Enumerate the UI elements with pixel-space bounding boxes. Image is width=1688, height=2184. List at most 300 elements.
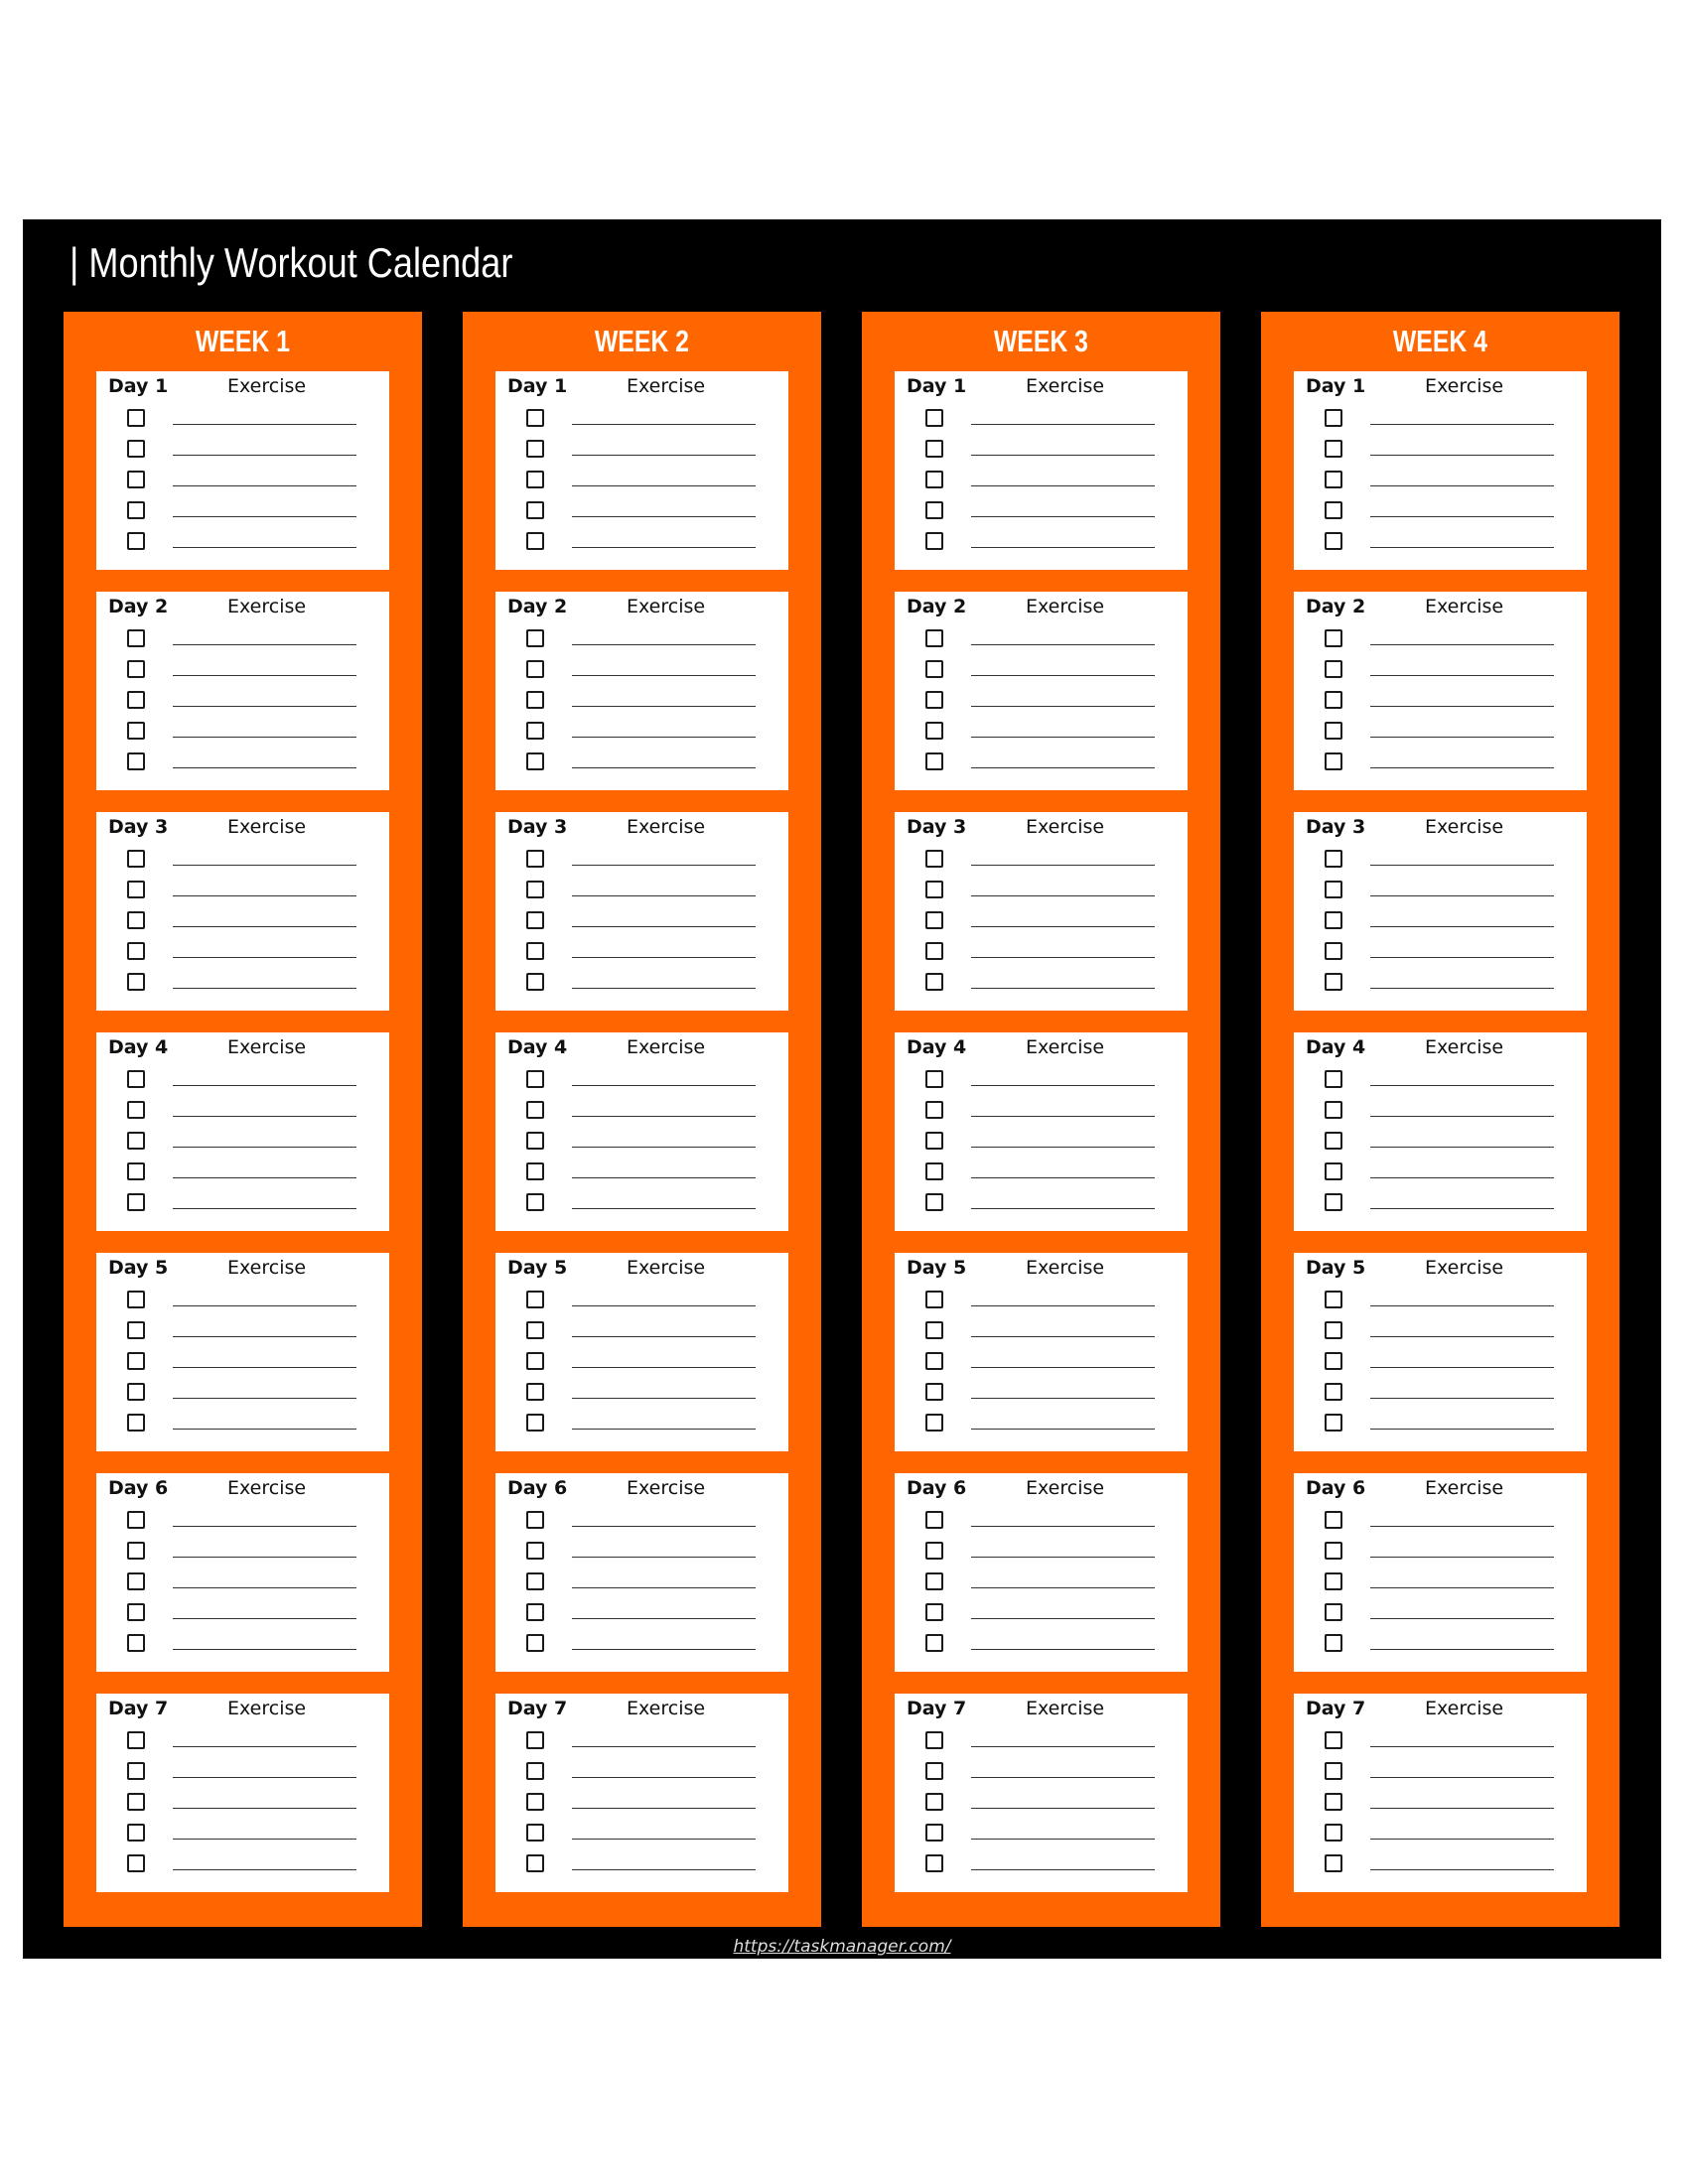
empty-checkbox-icon[interactable]: [1325, 722, 1342, 740]
empty-checkbox-icon[interactable]: [925, 1321, 943, 1339]
week-column-2: [463, 312, 821, 1927]
exercise-entry-line[interactable]: [971, 1429, 1155, 1430]
exercise-entry-line[interactable]: [971, 1336, 1155, 1337]
empty-checkbox-icon[interactable]: [925, 881, 943, 898]
day-card: [96, 592, 389, 790]
empty-checkbox-icon[interactable]: [1325, 1162, 1342, 1180]
empty-checkbox-icon[interactable]: [1325, 752, 1342, 770]
exercise-header: Exercise: [627, 1036, 706, 1058]
exercise-entry-line[interactable]: [971, 706, 1155, 707]
empty-checkbox-icon[interactable]: [127, 1132, 145, 1150]
exercise-entry-line[interactable]: [1370, 926, 1554, 927]
exercise-entry-line[interactable]: [1370, 1777, 1554, 1778]
exercise-entry-line[interactable]: [572, 1869, 756, 1870]
exercise-header: Exercise: [1425, 1698, 1504, 1719]
empty-checkbox-icon[interactable]: [925, 1634, 943, 1652]
empty-checkbox-icon[interactable]: [526, 409, 544, 427]
exercise-entry-line[interactable]: [971, 1147, 1155, 1148]
exercise-entry-line[interactable]: [971, 424, 1155, 425]
exercise-entry-line[interactable]: [173, 1177, 356, 1178]
exercise-entry-line[interactable]: [1370, 424, 1554, 425]
exercise-entry-line[interactable]: [572, 1649, 756, 1650]
exercise-entry-line[interactable]: [1370, 1649, 1554, 1650]
empty-checkbox-icon[interactable]: [127, 532, 145, 550]
exercise-entry-line[interactable]: [173, 706, 356, 707]
empty-checkbox-icon[interactable]: [1325, 881, 1342, 898]
exercise-entry-line[interactable]: [572, 1367, 756, 1368]
exercise-header: Exercise: [627, 596, 706, 617]
exercise-entry-line[interactable]: [572, 547, 756, 548]
exercise-entry-line[interactable]: [572, 1777, 756, 1778]
empty-checkbox-icon[interactable]: [925, 1511, 943, 1529]
empty-checkbox-icon[interactable]: [127, 1291, 145, 1308]
empty-checkbox-icon[interactable]: [526, 1352, 544, 1370]
empty-checkbox-icon[interactable]: [526, 1731, 544, 1749]
empty-checkbox-icon[interactable]: [1325, 1321, 1342, 1339]
exercise-entry-line[interactable]: [173, 1839, 356, 1840]
empty-checkbox-icon[interactable]: [127, 1603, 145, 1621]
exercise-row: [895, 1130, 1188, 1160]
exercise-entry-line[interactable]: [1370, 1557, 1554, 1558]
exercise-entry-line[interactable]: [173, 485, 356, 486]
empty-checkbox-icon[interactable]: [526, 440, 544, 458]
empty-checkbox-icon[interactable]: [526, 850, 544, 868]
day-card: [96, 1253, 389, 1451]
exercise-entry-line[interactable]: [572, 706, 756, 707]
exercise-entry-line[interactable]: [971, 1085, 1155, 1086]
empty-checkbox-icon[interactable]: [127, 629, 145, 647]
empty-checkbox-icon[interactable]: [127, 911, 145, 929]
empty-checkbox-icon[interactable]: [925, 1854, 943, 1872]
empty-checkbox-icon[interactable]: [127, 973, 145, 991]
exercise-entry-line[interactable]: [173, 1305, 356, 1306]
exercise-row: [495, 1601, 788, 1631]
exercise-entry-line[interactable]: [572, 988, 756, 989]
exercise-entry-line[interactable]: [1370, 675, 1554, 676]
empty-checkbox-icon[interactable]: [127, 1352, 145, 1370]
exercise-entry-line[interactable]: [971, 1649, 1155, 1650]
empty-checkbox-icon[interactable]: [526, 532, 544, 550]
exercise-entry-line[interactable]: [173, 1085, 356, 1086]
empty-checkbox-icon[interactable]: [127, 1824, 145, 1842]
exercise-entry-line[interactable]: [572, 865, 756, 866]
empty-checkbox-icon[interactable]: [127, 722, 145, 740]
empty-checkbox-icon[interactable]: [526, 1101, 544, 1119]
exercise-entry-line[interactable]: [971, 1869, 1155, 1870]
empty-checkbox-icon[interactable]: [925, 1193, 943, 1211]
exercise-entry-line[interactable]: [572, 1746, 756, 1747]
empty-checkbox-icon[interactable]: [526, 1634, 544, 1652]
exercise-entry-line[interactable]: [971, 1777, 1155, 1778]
exercise-entry-line[interactable]: [173, 737, 356, 738]
exercise-entry-line[interactable]: [1370, 1808, 1554, 1809]
empty-checkbox-icon[interactable]: [925, 973, 943, 991]
empty-checkbox-icon[interactable]: [127, 660, 145, 678]
empty-checkbox-icon[interactable]: [1325, 1793, 1342, 1811]
exercise-entry-line[interactable]: [1370, 706, 1554, 707]
empty-checkbox-icon[interactable]: [925, 1070, 943, 1088]
empty-checkbox-icon[interactable]: [925, 1291, 943, 1308]
exercise-entry-line[interactable]: [173, 675, 356, 676]
empty-checkbox-icon[interactable]: [526, 1291, 544, 1308]
empty-checkbox-icon[interactable]: [1325, 1414, 1342, 1432]
empty-checkbox-icon[interactable]: [925, 1731, 943, 1749]
exercise-entry-line[interactable]: [572, 1808, 756, 1809]
exercise-entry-line[interactable]: [1370, 737, 1554, 738]
exercise-entry-line[interactable]: [572, 957, 756, 958]
empty-checkbox-icon[interactable]: [1325, 629, 1342, 647]
exercise-entry-line[interactable]: [971, 988, 1155, 989]
exercise-entry-line[interactable]: [572, 1429, 756, 1430]
empty-checkbox-icon[interactable]: [1325, 501, 1342, 519]
exercise-entry-line[interactable]: [971, 516, 1155, 517]
exercise-entry-line[interactable]: [173, 1649, 356, 1650]
exercise-entry-line[interactable]: [572, 895, 756, 896]
empty-checkbox-icon[interactable]: [127, 1414, 145, 1432]
empty-checkbox-icon[interactable]: [127, 1383, 145, 1401]
empty-checkbox-icon[interactable]: [1325, 1352, 1342, 1370]
empty-checkbox-icon[interactable]: [925, 1162, 943, 1180]
exercise-entry-line[interactable]: [971, 1116, 1155, 1117]
empty-checkbox-icon[interactable]: [1325, 1383, 1342, 1401]
exercise-entry-line[interactable]: [173, 547, 356, 548]
exercise-entry-line[interactable]: [1370, 865, 1554, 866]
exercise-entry-line[interactable]: [971, 1557, 1155, 1558]
empty-checkbox-icon[interactable]: [925, 1383, 943, 1401]
empty-checkbox-icon[interactable]: [127, 1321, 145, 1339]
empty-checkbox-icon[interactable]: [1325, 1132, 1342, 1150]
empty-checkbox-icon[interactable]: [526, 1511, 544, 1529]
exercise-entry-line[interactable]: [1370, 988, 1554, 989]
exercise-entry-line[interactable]: [971, 767, 1155, 768]
empty-checkbox-icon[interactable]: [1325, 660, 1342, 678]
empty-checkbox-icon[interactable]: [526, 1070, 544, 1088]
empty-checkbox-icon[interactable]: [925, 501, 943, 519]
exercise-entry-line[interactable]: [173, 1746, 356, 1747]
exercise-entry-line[interactable]: [572, 1587, 756, 1588]
exercise-entry-line[interactable]: [971, 1208, 1155, 1209]
empty-checkbox-icon[interactable]: [925, 911, 943, 929]
exercise-entry-line[interactable]: [971, 926, 1155, 927]
empty-checkbox-icon[interactable]: [1325, 1511, 1342, 1529]
empty-checkbox-icon[interactable]: [1325, 532, 1342, 550]
empty-checkbox-icon[interactable]: [127, 1634, 145, 1652]
empty-checkbox-icon[interactable]: [526, 1854, 544, 1872]
empty-checkbox-icon[interactable]: [526, 629, 544, 647]
empty-checkbox-icon[interactable]: [526, 1193, 544, 1211]
exercise-header: Exercise: [627, 375, 706, 397]
exercise-entry-line[interactable]: [971, 644, 1155, 645]
empty-checkbox-icon[interactable]: [526, 1321, 544, 1339]
empty-checkbox-icon[interactable]: [1325, 1824, 1342, 1842]
exercise-entry-line[interactable]: [971, 1839, 1155, 1840]
empty-checkbox-icon[interactable]: [925, 532, 943, 550]
exercise-entry-line[interactable]: [1370, 1618, 1554, 1619]
exercise-entry-line[interactable]: [572, 1116, 756, 1117]
exercise-entry-line[interactable]: [1370, 1398, 1554, 1399]
empty-checkbox-icon[interactable]: [1325, 942, 1342, 960]
empty-checkbox-icon[interactable]: [925, 629, 943, 647]
empty-checkbox-icon[interactable]: [1325, 1193, 1342, 1211]
empty-checkbox-icon[interactable]: [1325, 471, 1342, 488]
exercise-entry-line[interactable]: [1370, 455, 1554, 456]
day-card: [895, 1253, 1188, 1451]
empty-checkbox-icon[interactable]: [1325, 850, 1342, 868]
empty-checkbox-icon[interactable]: [526, 660, 544, 678]
exercise-entry-line[interactable]: [971, 1177, 1155, 1178]
empty-checkbox-icon[interactable]: [1325, 1291, 1342, 1308]
empty-checkbox-icon[interactable]: [526, 501, 544, 519]
exercise-entry-line[interactable]: [971, 1398, 1155, 1399]
exercise-entry-line[interactable]: [572, 1398, 756, 1399]
empty-checkbox-icon[interactable]: [1325, 911, 1342, 929]
exercise-entry-line[interactable]: [173, 644, 356, 645]
empty-checkbox-icon[interactable]: [127, 1793, 145, 1811]
empty-checkbox-icon[interactable]: [526, 1572, 544, 1590]
exercise-entry-line[interactable]: [572, 644, 756, 645]
empty-checkbox-icon[interactable]: [526, 471, 544, 488]
exercise-entry-line[interactable]: [1370, 767, 1554, 768]
exercise-entry-line[interactable]: [572, 455, 756, 456]
exercise-entry-line[interactable]: [173, 1808, 356, 1809]
exercise-entry-line[interactable]: [971, 1587, 1155, 1588]
exercise-entry-line[interactable]: [971, 1526, 1155, 1527]
empty-checkbox-icon[interactable]: [127, 881, 145, 898]
empty-checkbox-icon[interactable]: [925, 752, 943, 770]
empty-checkbox-icon[interactable]: [127, 1854, 145, 1872]
exercise-entry-line[interactable]: [572, 485, 756, 486]
exercise-entry-line[interactable]: [173, 988, 356, 989]
empty-checkbox-icon[interactable]: [127, 1542, 145, 1560]
exercise-entry-line[interactable]: [1370, 1177, 1554, 1178]
empty-checkbox-icon[interactable]: [526, 1762, 544, 1780]
exercise-row: [96, 1791, 389, 1821]
exercise-entry-line[interactable]: [173, 1557, 356, 1558]
exercise-entry-line[interactable]: [173, 895, 356, 896]
empty-checkbox-icon[interactable]: [526, 911, 544, 929]
empty-checkbox-icon[interactable]: [127, 409, 145, 427]
exercise-entry-line[interactable]: [572, 1305, 756, 1306]
exercise-entry-line[interactable]: [1370, 1305, 1554, 1306]
empty-checkbox-icon[interactable]: [127, 752, 145, 770]
exercise-entry-line[interactable]: [971, 865, 1155, 866]
empty-checkbox-icon[interactable]: [1325, 409, 1342, 427]
empty-checkbox-icon[interactable]: [526, 1162, 544, 1180]
exercise-entry-line[interactable]: [971, 547, 1155, 548]
exercise-entry-line[interactable]: [971, 1808, 1155, 1809]
exercise-entry-line[interactable]: [1370, 1116, 1554, 1117]
exercise-entry-line[interactable]: [971, 1618, 1155, 1619]
empty-checkbox-icon[interactable]: [1325, 440, 1342, 458]
exercise-entry-line[interactable]: [173, 455, 356, 456]
empty-checkbox-icon[interactable]: [925, 1542, 943, 1560]
exercise-entry-line[interactable]: [173, 1147, 356, 1148]
empty-checkbox-icon[interactable]: [1325, 1572, 1342, 1590]
exercise-entry-line[interactable]: [572, 424, 756, 425]
exercise-entry-line[interactable]: [1370, 1429, 1554, 1430]
empty-checkbox-icon[interactable]: [925, 722, 943, 740]
exercise-entry-line[interactable]: [572, 1839, 756, 1840]
empty-checkbox-icon[interactable]: [127, 1101, 145, 1119]
exercise-entry-line[interactable]: [971, 1367, 1155, 1368]
exercise-entry-line[interactable]: [572, 737, 756, 738]
empty-checkbox-icon[interactable]: [1325, 1101, 1342, 1119]
exercise-entry-line[interactable]: [572, 675, 756, 676]
empty-checkbox-icon[interactable]: [925, 1352, 943, 1370]
exercise-entry-line[interactable]: [173, 1208, 356, 1209]
empty-checkbox-icon[interactable]: [526, 1132, 544, 1150]
exercise-entry-line[interactable]: [173, 516, 356, 517]
empty-checkbox-icon[interactable]: [925, 1793, 943, 1811]
empty-checkbox-icon[interactable]: [526, 1383, 544, 1401]
empty-checkbox-icon[interactable]: [925, 1414, 943, 1432]
empty-checkbox-icon[interactable]: [526, 942, 544, 960]
exercise-entry-line[interactable]: [1370, 516, 1554, 517]
exercise-entry-line[interactable]: [971, 957, 1155, 958]
empty-checkbox-icon[interactable]: [127, 850, 145, 868]
exercise-entry-line[interactable]: [1370, 1147, 1554, 1148]
exercise-entry-line[interactable]: [173, 1618, 356, 1619]
empty-checkbox-icon[interactable]: [526, 1793, 544, 1811]
exercise-entry-line[interactable]: [173, 1116, 356, 1117]
empty-checkbox-icon[interactable]: [1325, 1731, 1342, 1749]
exercise-entry-line[interactable]: [173, 1587, 356, 1588]
empty-checkbox-icon[interactable]: [526, 752, 544, 770]
empty-checkbox-icon[interactable]: [925, 1101, 943, 1119]
empty-checkbox-icon[interactable]: [127, 1572, 145, 1590]
day-card: [1294, 1473, 1587, 1672]
exercise-entry-line[interactable]: [173, 1336, 356, 1337]
exercise-entry-line[interactable]: [173, 1777, 356, 1778]
exercise-entry-line[interactable]: [572, 767, 756, 768]
exercise-entry-line[interactable]: [971, 1746, 1155, 1747]
empty-checkbox-icon[interactable]: [127, 1511, 145, 1529]
empty-checkbox-icon[interactable]: [127, 1731, 145, 1749]
empty-checkbox-icon[interactable]: [1325, 973, 1342, 991]
exercise-entry-line[interactable]: [572, 1208, 756, 1209]
exercise-entry-line[interactable]: [971, 455, 1155, 456]
empty-checkbox-icon[interactable]: [127, 942, 145, 960]
empty-checkbox-icon[interactable]: [925, 1603, 943, 1621]
footer-link[interactable]: https://taskmanager.com/: [733, 1937, 951, 1957]
exercise-row: [895, 1852, 1188, 1882]
exercise-entry-line[interactable]: [173, 767, 356, 768]
exercise-entry-line[interactable]: [173, 1429, 356, 1430]
empty-checkbox-icon[interactable]: [526, 973, 544, 991]
exercise-entry-line[interactable]: [971, 675, 1155, 676]
empty-checkbox-icon[interactable]: [127, 471, 145, 488]
exercise-entry-line[interactable]: [572, 1618, 756, 1619]
exercise-entry-line[interactable]: [971, 1305, 1155, 1306]
exercise-entry-line[interactable]: [1370, 1587, 1554, 1588]
exercise-entry-line[interactable]: [1370, 1526, 1554, 1527]
empty-checkbox-icon[interactable]: [925, 942, 943, 960]
empty-checkbox-icon[interactable]: [526, 1542, 544, 1560]
exercise-entry-line[interactable]: [173, 957, 356, 958]
exercise-entry-line[interactable]: [572, 1336, 756, 1337]
exercise-entry-line[interactable]: [173, 1526, 356, 1527]
empty-checkbox-icon[interactable]: [925, 1824, 943, 1842]
empty-checkbox-icon[interactable]: [526, 722, 544, 740]
exercise-entry-line[interactable]: [1370, 1085, 1554, 1086]
empty-checkbox-icon[interactable]: [127, 440, 145, 458]
empty-checkbox-icon[interactable]: [925, 691, 943, 709]
exercise-entry-line[interactable]: [1370, 1208, 1554, 1209]
empty-checkbox-icon[interactable]: [1325, 1542, 1342, 1560]
empty-checkbox-icon[interactable]: [127, 1162, 145, 1180]
exercise-entry-line[interactable]: [1370, 485, 1554, 486]
empty-checkbox-icon[interactable]: [925, 409, 943, 427]
exercise-entry-line[interactable]: [572, 1557, 756, 1558]
exercise-entry-line[interactable]: [1370, 644, 1554, 645]
empty-checkbox-icon[interactable]: [925, 1132, 943, 1150]
empty-checkbox-icon[interactable]: [526, 1414, 544, 1432]
empty-checkbox-icon[interactable]: [1325, 1854, 1342, 1872]
empty-checkbox-icon[interactable]: [925, 471, 943, 488]
empty-checkbox-icon[interactable]: [127, 1193, 145, 1211]
exercise-entry-line[interactable]: [1370, 1336, 1554, 1337]
empty-checkbox-icon[interactable]: [1325, 1634, 1342, 1652]
exercise-entry-line[interactable]: [971, 737, 1155, 738]
exercise-entry-line[interactable]: [1370, 957, 1554, 958]
empty-checkbox-icon[interactable]: [1325, 1603, 1342, 1621]
exercise-row: [1294, 469, 1587, 498]
empty-checkbox-icon[interactable]: [526, 691, 544, 709]
exercise-row: [895, 1099, 1188, 1129]
exercise-entry-line[interactable]: [173, 926, 356, 927]
empty-checkbox-icon[interactable]: [526, 881, 544, 898]
empty-checkbox-icon[interactable]: [1325, 691, 1342, 709]
exercise-entry-line[interactable]: [1370, 895, 1554, 896]
exercise-entry-line[interactable]: [173, 1869, 356, 1870]
exercise-entry-line[interactable]: [572, 1526, 756, 1527]
empty-checkbox-icon[interactable]: [526, 1603, 544, 1621]
exercise-row: [495, 438, 788, 468]
exercise-header: Exercise: [1026, 1036, 1105, 1058]
empty-checkbox-icon[interactable]: [1325, 1070, 1342, 1088]
exercise-entry-line[interactable]: [971, 895, 1155, 896]
empty-checkbox-icon[interactable]: [925, 1762, 943, 1780]
exercise-entry-line[interactable]: [1370, 1839, 1554, 1840]
empty-checkbox-icon[interactable]: [925, 1572, 943, 1590]
empty-checkbox-icon[interactable]: [526, 1824, 544, 1842]
exercise-row: [1294, 1068, 1587, 1098]
exercise-entry-line[interactable]: [572, 516, 756, 517]
empty-checkbox-icon[interactable]: [127, 691, 145, 709]
exercise-entry-line[interactable]: [572, 926, 756, 927]
exercise-entry-line[interactable]: [173, 424, 356, 425]
exercise-entry-line[interactable]: [572, 1085, 756, 1086]
exercise-entry-line[interactable]: [1370, 1746, 1554, 1747]
exercise-entry-line[interactable]: [1370, 1869, 1554, 1870]
day-card: [895, 1694, 1188, 1892]
empty-checkbox-icon[interactable]: [127, 501, 145, 519]
empty-checkbox-icon[interactable]: [127, 1762, 145, 1780]
empty-checkbox-icon[interactable]: [925, 850, 943, 868]
exercise-entry-line[interactable]: [173, 1398, 356, 1399]
empty-checkbox-icon[interactable]: [925, 440, 943, 458]
empty-checkbox-icon[interactable]: [925, 660, 943, 678]
exercise-entry-line[interactable]: [1370, 1367, 1554, 1368]
exercise-entry-line[interactable]: [173, 865, 356, 866]
exercise-entry-line[interactable]: [173, 1367, 356, 1368]
empty-checkbox-icon[interactable]: [1325, 1762, 1342, 1780]
exercise-entry-line[interactable]: [572, 1147, 756, 1148]
exercise-entry-line[interactable]: [1370, 547, 1554, 548]
empty-checkbox-icon[interactable]: [127, 1070, 145, 1088]
exercise-entry-line[interactable]: [971, 485, 1155, 486]
exercise-entry-line[interactable]: [572, 1177, 756, 1178]
